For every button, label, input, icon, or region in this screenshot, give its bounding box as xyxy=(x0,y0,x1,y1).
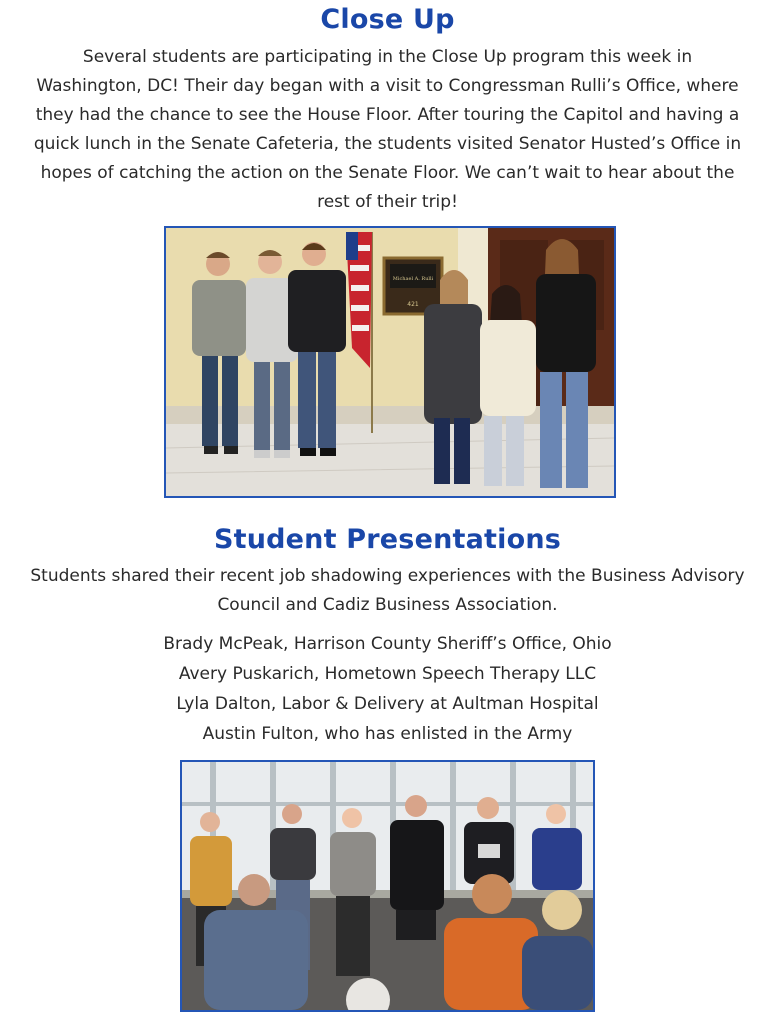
student-presentations-heading: Student Presentations xyxy=(213,524,562,555)
presenter-item: Austin Fulton, who has enlisted in the Army xyxy=(202,724,573,744)
presenter-item: Avery Puskarich, Hometown Speech Therapy LLC xyxy=(178,664,597,684)
close-up-group-photo xyxy=(164,226,616,498)
presenter-list xyxy=(0,629,775,749)
presenter-figure xyxy=(330,808,376,976)
student-presentations-paragraph: Students shared their recent job shadowing experiences with the Business Advisory Council and Cadiz Business Association. xyxy=(30,566,745,615)
presenter-item: Brady McPeak, Harrison County Sheriff’s Office, Ohio xyxy=(163,634,612,654)
close-up-heading: Close Up xyxy=(320,4,455,35)
plaque-room-number: 421 xyxy=(407,301,419,308)
close-up-paragraph: Several students are participating in the Close Up program this week in Washington, DC! Their day began with a visit to Congressman Rulli’s Office, where they had the chance to see the House Floor. After touring the Capitol and having a quick lunch in the Senate Cafeteria, the students visited Senator Husted’s Office in hopes of catching the action on the Senate Floor. We can’t wait to hear about the rest of their trip! xyxy=(33,47,742,212)
student-presentations-photo xyxy=(180,760,595,1012)
plaque-name: Michael A. Rulli xyxy=(392,276,434,282)
student-figure xyxy=(536,239,596,488)
presenter-item: Lyla Dalton, Labor & Delivery at Aultman Hospital xyxy=(176,694,599,714)
